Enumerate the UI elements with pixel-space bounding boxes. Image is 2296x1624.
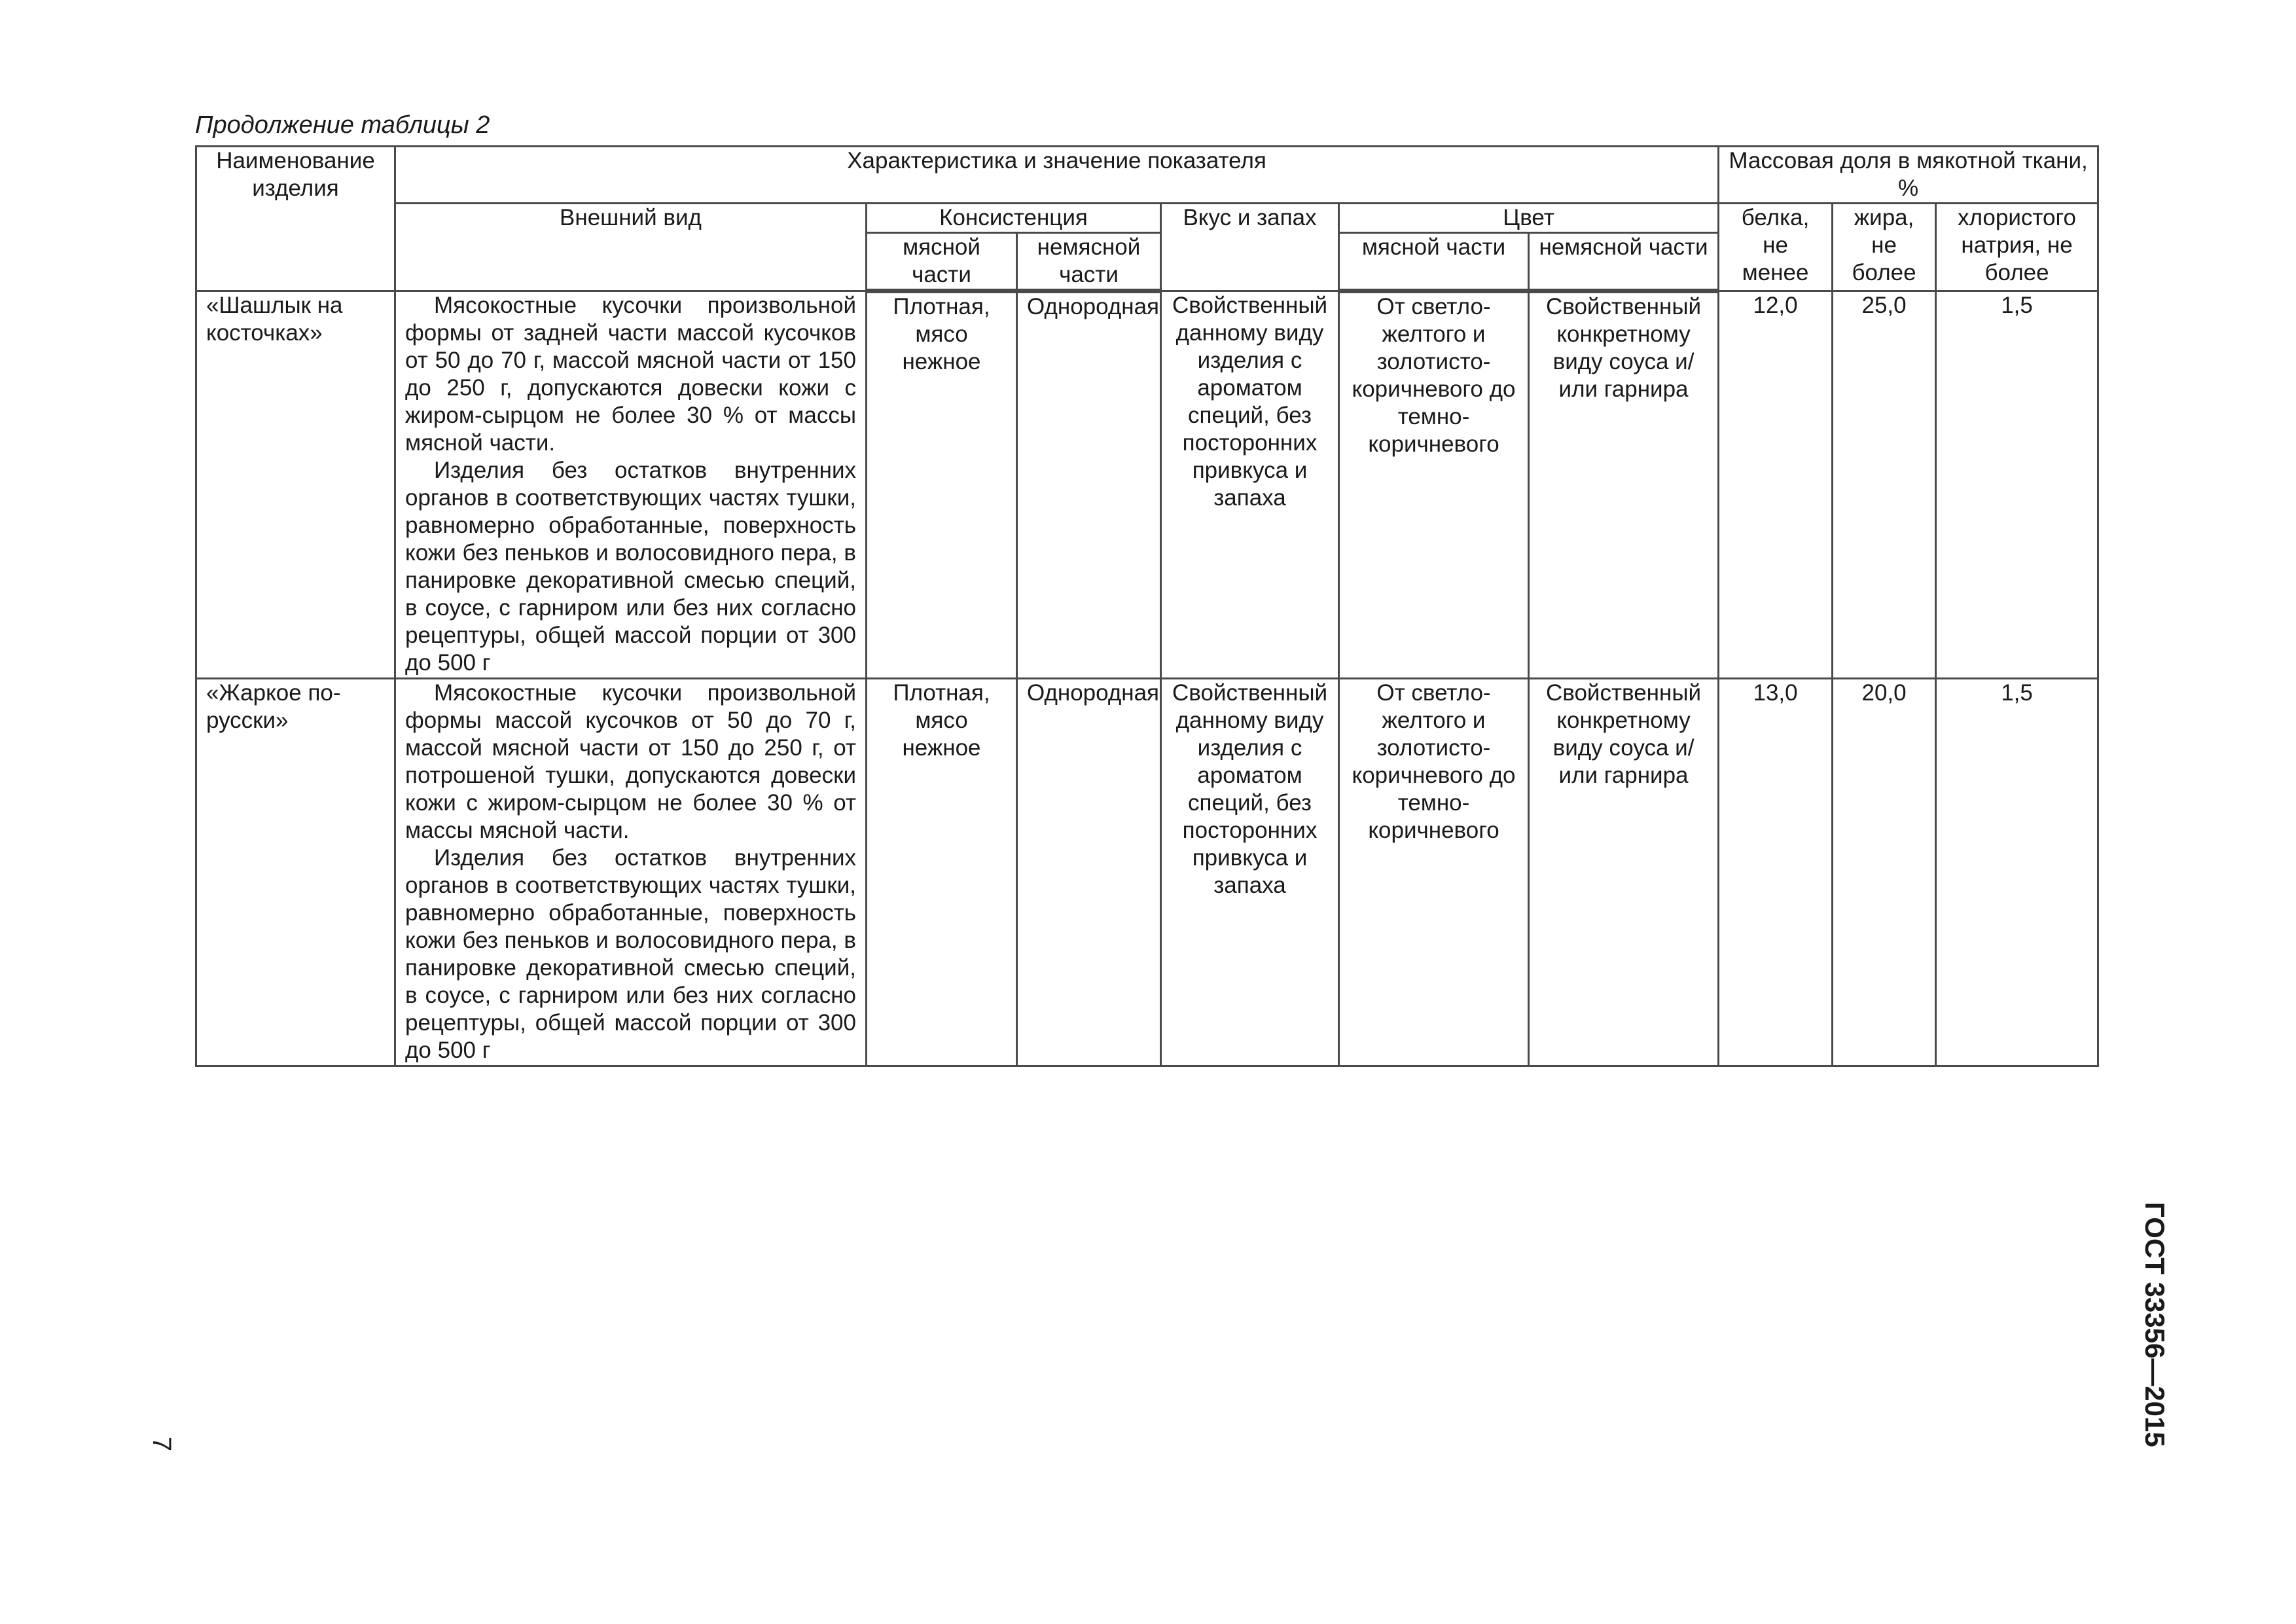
header-product-name: Наименование изделия: [196, 147, 395, 291]
product-name-cell: «Шашлык на косточках»: [196, 291, 395, 679]
header-consistency-nonmeat: немясной части: [1017, 233, 1161, 291]
color-nonmeat-cell: Свойственный конкретному виду соуса и/или гарнира: [1529, 291, 1719, 679]
protein-cell: 12,0: [1719, 291, 1833, 679]
product-characteristics-table: [195, 145, 2099, 1067]
consistency-nonmeat-cell: Однородная: [1017, 291, 1161, 679]
appearance-paragraph: Изделия без остатков внутренних органов в соответствующих частях тушки, равномерно обработанные, поверхность кожи без пеньков и волосовидного пера, в панировке декоративной смесью специй, в соусе, с гарниром или без них согласно рецептуры, общей массой порции от 300 до 500 г: [405, 845, 856, 1063]
appearance-paragraph: Мясокостные кусочки произвольной формы массой кусочков от 50 до 70 г, массой мясной части от 150 до 250 г, от потрошеной тушки, допускаются довески кожи с жиром-сырцом не более 30 % от массы мясной части.: [405, 680, 856, 843]
taste-smell-cell: Свойственный данному виду изделия с ароматом специй, без посторонних привкуса и запаха: [1161, 291, 1339, 679]
fat-cell: 20,0: [1833, 679, 1936, 1066]
header-consistency: Консистенция: [867, 204, 1161, 233]
header-appearance: Внешний вид: [395, 204, 867, 291]
consistency-meat-cell: Плотная, мясо нежное: [867, 679, 1017, 1066]
consistency-meat-cell: Плотная, мясо нежное: [867, 291, 1017, 679]
sodium-chloride-cell: 1,5: [1936, 679, 2098, 1066]
header-consistency-meat: мясной части: [867, 233, 1017, 291]
header-row-2: [196, 204, 2098, 233]
header-fat: жира, не более: [1833, 204, 1936, 291]
header-color-meat: мясной части: [1339, 233, 1529, 291]
table-caption: Продолжение таблицы 2: [195, 111, 490, 139]
taste-smell-cell: Свойственный данному виду изделия с ароматом специй, без посторонних привкуса и запаха: [1161, 679, 1339, 1066]
header-row-1: [196, 147, 2098, 204]
appearance-paragraph: Изделия без остатков внутренних органов в соответствующих частях тушки, равномерно обработанные, поверхность кожи без пеньков и волосовидного пера, в панировке декоративной смесью специй, в соусе, с гарниром или без них согласно рецептуры, общей массой порции от 300 до 500 г: [405, 458, 856, 676]
header-color: Цвет: [1339, 204, 1719, 233]
protein-cell: 13,0: [1719, 679, 1833, 1066]
header-taste-smell: Вкус и запах: [1161, 204, 1339, 291]
table-row: [196, 679, 2098, 1066]
header-protein: белка, не менее: [1719, 204, 1833, 291]
fat-cell: 25,0: [1833, 291, 1936, 679]
header-mass-fraction: Массовая доля в мякотной ткани, %: [1719, 147, 2098, 204]
color-nonmeat-cell: Свойственный конкретному виду соуса и/или гарнира: [1529, 679, 1719, 1066]
appearance-paragraph: Мясокостные кусочки произвольной формы от задней части массой кусочков от 50 до 70 г, массой мясной части от 150 до 250 г, допускаются довески кожи с жиром-сырцом не более 30 % от массы мясной части.: [405, 293, 856, 456]
color-meat-cell: От светло-желтого и золотисто-коричневого до темно-коричневого: [1339, 679, 1529, 1066]
header-characteristic: Характеристика и значение показателя: [395, 147, 1719, 204]
product-name-cell: «Жаркое по-русски»: [196, 679, 395, 1066]
table-row: [196, 291, 2098, 679]
header-color-nonmeat: немясной части: [1529, 233, 1719, 291]
color-meat-cell: От светло-желтого и золотисто-коричневого до темно-коричневого: [1339, 291, 1529, 679]
consistency-nonmeat-cell: Однородная: [1017, 679, 1161, 1066]
page-number: 7: [147, 1436, 177, 1452]
appearance-cell: [395, 291, 867, 679]
appearance-cell: [395, 679, 867, 1066]
header-sodium-chloride: хлористого натрия, не более: [1936, 204, 2098, 291]
sodium-chloride-cell: 1,5: [1936, 291, 2098, 679]
standard-code: ГОСТ 33356—2015: [2140, 1202, 2170, 1447]
